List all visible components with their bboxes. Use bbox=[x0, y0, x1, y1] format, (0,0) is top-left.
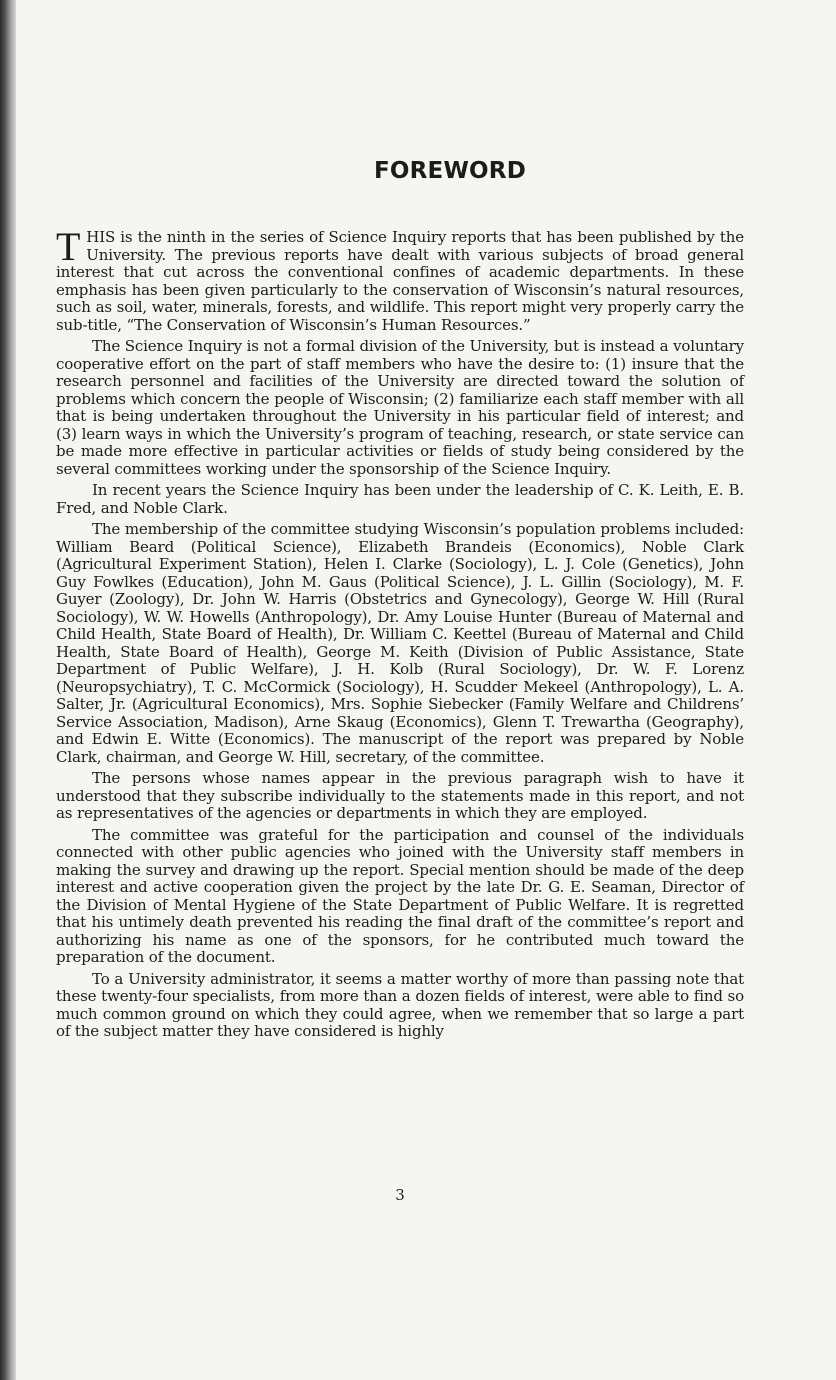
paragraph-3: In recent years the Science Inquiry has been under the leadership of C. K. Leith, E. B. Fred, and Noble Clark. bbox=[56, 481, 744, 517]
page-body bbox=[56, 158, 744, 1045]
paragraph-1 bbox=[56, 224, 744, 334]
paragraph-4: The membership of the committee studying Wisconsin’s population problems included: William Beard (Political Science), Elizabeth Brandeis (Economics), Noble Clark (Agricultural Experiment Station), Helen I. Clarke (Sociology), L. J. Cole (Genetics), John Guy Fowlkes (Education), John M. Gaus (Political Science), J. L. Gillin (Sociology), M. F. Guyer (Zoology), Dr. John W. Harris (Obstetrics and Gynecology), George W. Hill (Rural Sociology), W. W. Howells (Anthropology), Dr. Amy Louise Hunter (Bureau of Maternal and Child Health, State Board of Health), Dr. William C. Keettel (Bureau of Maternal and Child Health, State Board of Health), George M. Keith (Division of Public Assistance, State Department of Public Welfare), J. H. Kolb (Rural Sociology), Dr. W. F. Lorenz (Neuropsychiatry), T. C. McCormick (Sociology), H. Scudder Mekeel (Anthropology), L. A. Salter, Jr. (Agricultural Economics), Mrs. Sophie Siebecker (Family Welfare and Childrens’ Service Association, Madison), Arne Skaug (Economics), Glenn T. Trewartha (Geography), and Edwin E. Witte (Economics). The manuscript of the report was prepared by Noble Clark, chairman, and George W. Hill, secretary, of the committee. bbox=[56, 520, 744, 766]
paragraph-2: The Science Inquiry is not a formal division of the University, but is instead a voluntary cooperative effort on the part of staff members who have the desire to: (1) insure that the research personnel and facilities of the University are directed toward the solution of problems which concern the people of Wisconsin; (2) familiarize each staff member with all that is being undertaken throughout the University in his particular field of interest; and (3) learn ways in which the University’s program of teaching, research, or state service can be made more effective in particular activities or fields of study being considered by the several committees working under the sponsorship of the Science Inquiry. bbox=[56, 337, 744, 478]
paragraph-6: The committee was grateful for the participation and counsel of the individuals connected with other public agencies who joined with the University staff members in making the survey and drawing up the report. Special mention should be made of the deep interest and active cooperation given the project by the late Dr. G. E. Seaman, Director of the Division of Mental Hygiene of the State Department of Public Welfare. It is regretted that his untimely death prevented his reading the final draft of the committee’s report and authorizing his name as one of the sponsors, for he contributed much toward the preparation of the document. bbox=[56, 825, 744, 966]
book-spine-shadow bbox=[0, 0, 16, 1380]
paragraph-7: To a University administrator, it seems a matter worthy of more than passing note that these twenty-four specialists, from more than a dozen fields of interest, were able to find so much common ground on which they could agree, when we remember that so large a part of the subject matter they have considered is highly bbox=[56, 969, 744, 1040]
page-number-container bbox=[56, 1186, 744, 1204]
drop-cap: T bbox=[56, 224, 81, 269]
page-title: FOREWORD bbox=[373, 158, 526, 184]
page-number: 3 bbox=[395, 1186, 405, 1204]
paragraph-1-text: HIS is the ninth in the series of Science Inquiry reports that has been published by the University. The previous reports have dealt with various subjects of broad general interest that cut across the conventional confines of academic departments. In these emphasis has been given particularly to the conservation of Wisconsin’s natural resources, such as soil, water, minerals, forests, and wildlife. This report might very properly carry the sub-title, “The Conservation of Wisconsin’s Human Resources.” bbox=[56, 228, 744, 334]
paragraph-5: The persons whose names appear in the previous paragraph wish to have it understood that they subscribe individually to the statements made in this report, and not as representatives of the agencies or departments in which they are employed. bbox=[56, 769, 744, 822]
